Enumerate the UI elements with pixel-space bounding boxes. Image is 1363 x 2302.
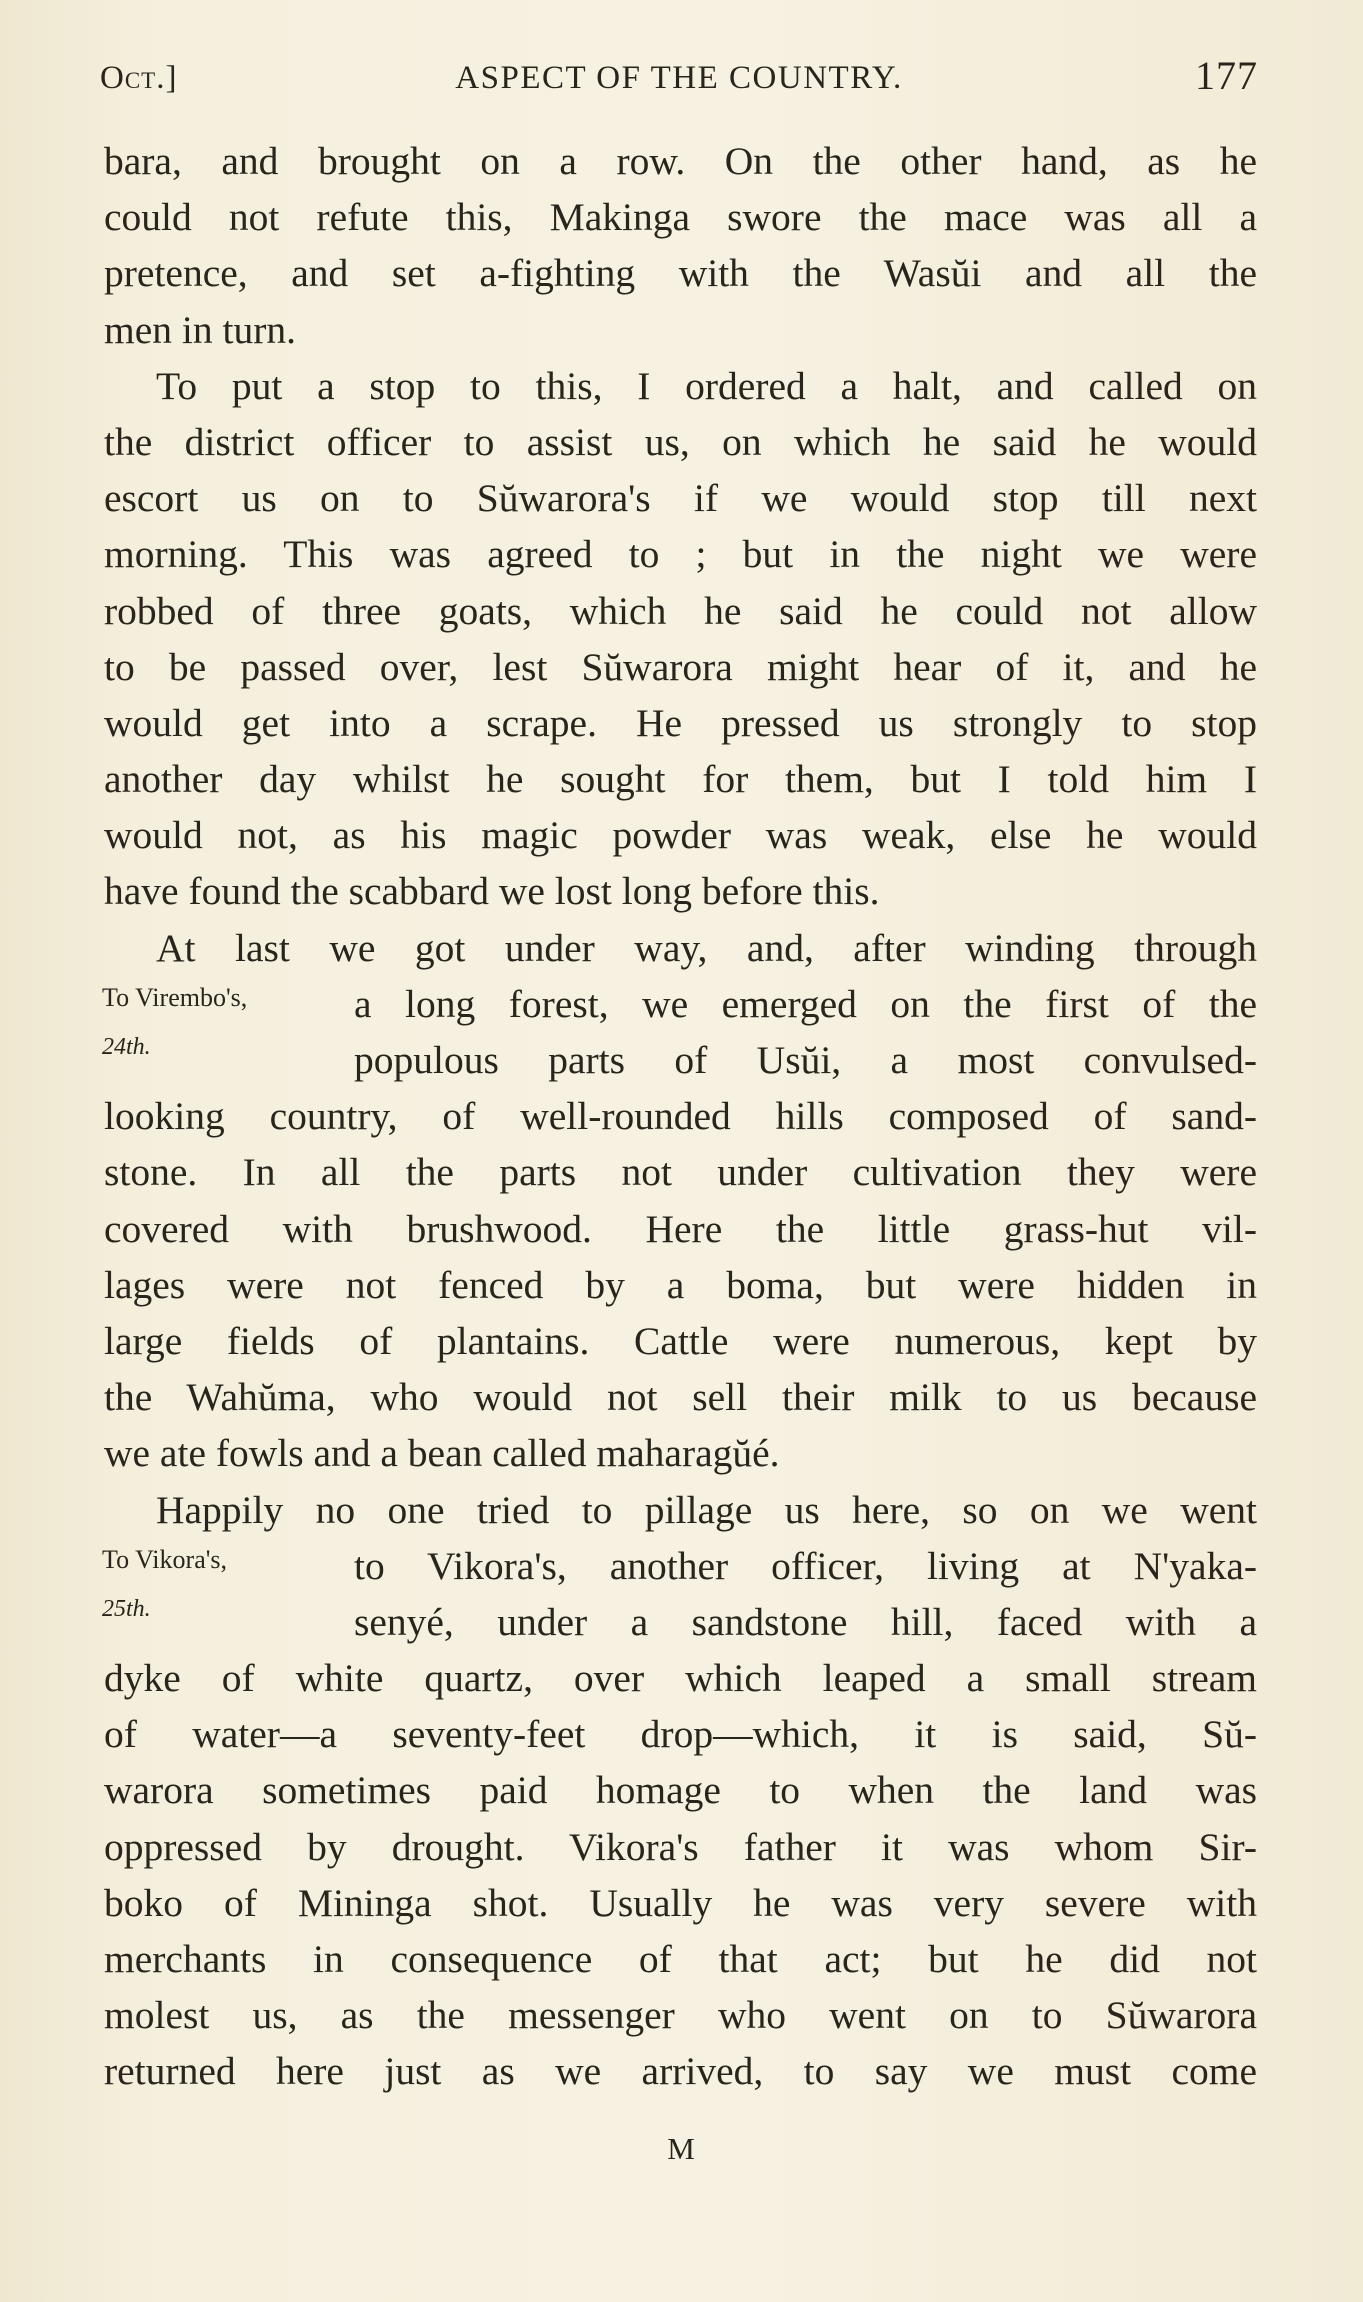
paragraph-start-line: Happily no one tried to pillage us here, so on we went <box>156 1487 1257 1532</box>
text-line: covered with brushwood. Here the little grass-hut vil- <box>104 1206 1257 1251</box>
text-line: the Wahŭma, who would not sell their milk to us because <box>104 1375 1257 1420</box>
text-line: robbed of three goats, which he said he could not allow <box>104 588 1257 633</box>
margin-note-line-virembo <box>104 976 1257 1032</box>
margin-note-virembo-date: 24th. <box>102 1034 151 1060</box>
text-line: the district officer to assist us, on which he said he would <box>104 419 1257 464</box>
text-line: would not, as his magic powder was weak, else he would <box>104 813 1257 858</box>
margin-note-vikora-date: 25th. <box>102 1595 151 1622</box>
header-month: Oct.] <box>100 60 178 96</box>
text-line: to be passed over, lest Sŭwarora might hear of it, and he <box>104 644 1257 689</box>
page-number: 177 <box>1195 53 1258 98</box>
text-line: could not refute this, Makinga swore the mace was all a <box>104 195 1257 240</box>
text-line: looking country, of well-rounded hills composed of sand- <box>104 1094 1257 1139</box>
text-line: stone. In all the parts not under cultivation they were <box>104 1150 1257 1195</box>
signature-mark: M <box>667 2131 696 2166</box>
paragraph-start-line: At last we got under way, and, after winding through <box>156 925 1257 970</box>
margin-note-line-vikora-date <box>104 1594 1257 1650</box>
text-line: have found the scabbard we lost long before this. <box>104 869 880 914</box>
text-line: would get into a scrape. He pressed us strongly to stop <box>104 700 1257 745</box>
text-line: returned here just as we arrived, to say we must come <box>104 2049 1257 2094</box>
running-header <box>100 50 1258 100</box>
margin-note-virembo-place: To Virembo's, <box>102 982 248 1012</box>
margin-note-vikora-place: To Vikora's, <box>102 1544 228 1574</box>
text-line: bara, and brought on a row. On the other hand, as he <box>104 139 1257 183</box>
text-line: dyke of white quartz, over which leaped a small stream <box>104 1656 1257 1701</box>
text-line: boko of Mininga shot. Usually he was very severe with <box>104 1880 1257 1925</box>
text-line: another day whilst he sought for them, but I told him I <box>104 757 1257 802</box>
text-line: lages were not fenced by a boma, but were hidden in <box>104 1262 1257 1307</box>
text-line: escort us on to Sŭwarora's if we would stop till next <box>104 476 1257 521</box>
text-line: senyé, under a sandstone hill, faced with a <box>354 1599 1257 1644</box>
text-line: to Vikora's, another officer, living at N'yaka- <box>354 1543 1257 1588</box>
margin-note-line-virembo-date <box>104 1032 1257 1088</box>
text-line: large fields of plantains. Cattle were numerous, kept by <box>104 1318 1257 1363</box>
text-line: men in turn. <box>104 307 296 352</box>
text-line: populous parts of Usŭi, a most convulsed- <box>354 1038 1257 1082</box>
paragraph-start-line: To put a stop to this, I ordered a halt, and called on <box>156 363 1257 408</box>
body-text <box>104 133 1257 2100</box>
header-title: ASPECT OF THE COUNTRY. <box>455 60 903 96</box>
text-line: warora sometimes paid homage to when the land was <box>104 1768 1257 1813</box>
text-line: of water—a seventy-feet drop—which, it is said, Sŭ- <box>104 1712 1257 1757</box>
text-line: pretence, and set a-fighting with the Wasŭi and all the <box>104 251 1257 296</box>
margin-note-line-vikora <box>104 1538 1257 1594</box>
text-line: morning. This was agreed to ; but in the night we were <box>104 532 1257 577</box>
text-line: merchants in consequence of that act; but he did not <box>104 1937 1257 1981</box>
text-line: a long forest, we emerged on the first of the <box>354 981 1257 1026</box>
text-line: molest us, as the messenger who went on to Sŭwarora <box>104 1993 1257 2038</box>
text-line: oppressed by drought. Vikora's father it was whom Sir- <box>104 1824 1257 1869</box>
text-line: we ate fowls and a bean called maharagŭé. <box>104 1431 780 1476</box>
